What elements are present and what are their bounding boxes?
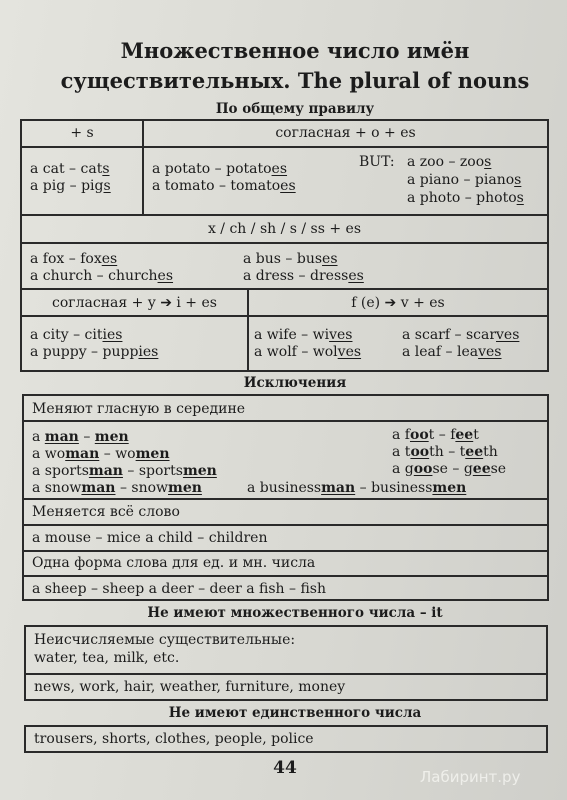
example-fox: a fox – foxes — [30, 251, 118, 267]
example-scarf: a scarf – scarves — [402, 327, 520, 343]
example-wolf: a wolf – wolves — [254, 344, 362, 360]
no-singular-heading: Не имеют единственного числа — [168, 705, 422, 721]
whole-word-examples: a mouse – mice a child – children — [32, 530, 268, 546]
divider — [22, 575, 549, 577]
title-line-1: Множественное число имён — [120, 38, 470, 63]
no-singular-examples: trousers, shorts, clothes, people, police — [34, 731, 314, 747]
example-wife: a wife – wives — [254, 327, 353, 343]
col-header-plus-s: + s — [70, 125, 94, 141]
same-form-label: Одна форма слова для ед. и мн. числа — [32, 555, 316, 571]
divider — [22, 420, 549, 422]
no-plural-heading: Не имеют множественного числа – it — [147, 605, 443, 621]
example-zoo: a zoo – zoos — [407, 154, 492, 170]
example-businessman: a businessman – businessmen — [247, 480, 467, 496]
vowel-change-label: Меняют гласную в середине — [32, 401, 246, 417]
example-city: a city – cities — [30, 327, 123, 343]
but-label: BUT: — [359, 154, 395, 170]
example-cat: a cat – cats — [30, 161, 110, 177]
divider — [20, 146, 549, 148]
example-church: a church – churches — [30, 268, 174, 284]
title-line-2: существительных. The plural of nouns — [60, 68, 530, 93]
example-potato: a potato – potatoes — [152, 161, 288, 177]
divider — [20, 315, 549, 317]
whole-word-label: Меняется всё слово — [32, 504, 180, 520]
exceptions-heading: Исключения — [243, 375, 347, 391]
example-pig: a pig – pigs — [30, 178, 111, 194]
page-title — [60, 36, 530, 96]
divider — [22, 498, 549, 500]
divider — [20, 214, 549, 216]
no-plural-examples: news, work, hair, weather, furniture, money — [34, 679, 346, 695]
example-leaf: a leaf – leaves — [402, 344, 502, 360]
divider — [20, 242, 549, 244]
example-goose: a goose – geese — [392, 461, 507, 477]
example-man: a man – men — [32, 429, 129, 445]
divider — [20, 288, 549, 290]
example-foot: a foot – feet — [392, 427, 479, 443]
example-dress: a dress – dresses — [243, 268, 364, 284]
watermark: Лабиринт.ру — [420, 768, 521, 786]
same-form-examples: a sheep – sheep a deer – deer a fish – fish — [32, 581, 326, 597]
general-rule-heading: По общему правилу — [215, 101, 375, 117]
page-number: 44 — [273, 758, 297, 778]
row-header-y-ies: согласная + y ➔ i + es — [52, 295, 217, 311]
divider — [24, 673, 548, 675]
col-header-consonant-o-es: согласная + o + es — [275, 125, 416, 141]
example-photo: a photo – photos — [407, 190, 524, 206]
uncountable-label: Неисчисляемые существительные: — [34, 632, 296, 648]
example-snowman: a snowman – snowmen — [32, 480, 202, 496]
row-header-f-ves: f (e) ➔ v + es — [351, 295, 445, 311]
example-bus: a bus – buses — [243, 251, 338, 267]
example-tooth: a tooth – teeth — [392, 444, 498, 460]
example-tomato: a tomato – tomatoes — [152, 178, 296, 194]
divider — [22, 550, 549, 552]
example-piano: a piano – pianos — [407, 172, 522, 188]
example-puppy: a puppy – puppies — [30, 344, 159, 360]
row-header-sibilant-es: x / ch / sh / s / ss + es — [207, 221, 362, 237]
uncountable-examples: water, tea, milk, etc. — [34, 650, 180, 666]
example-sportsman: a sportsman – sportsmen — [32, 463, 217, 479]
divider — [22, 524, 549, 526]
example-woman: a woman – women — [32, 446, 170, 462]
